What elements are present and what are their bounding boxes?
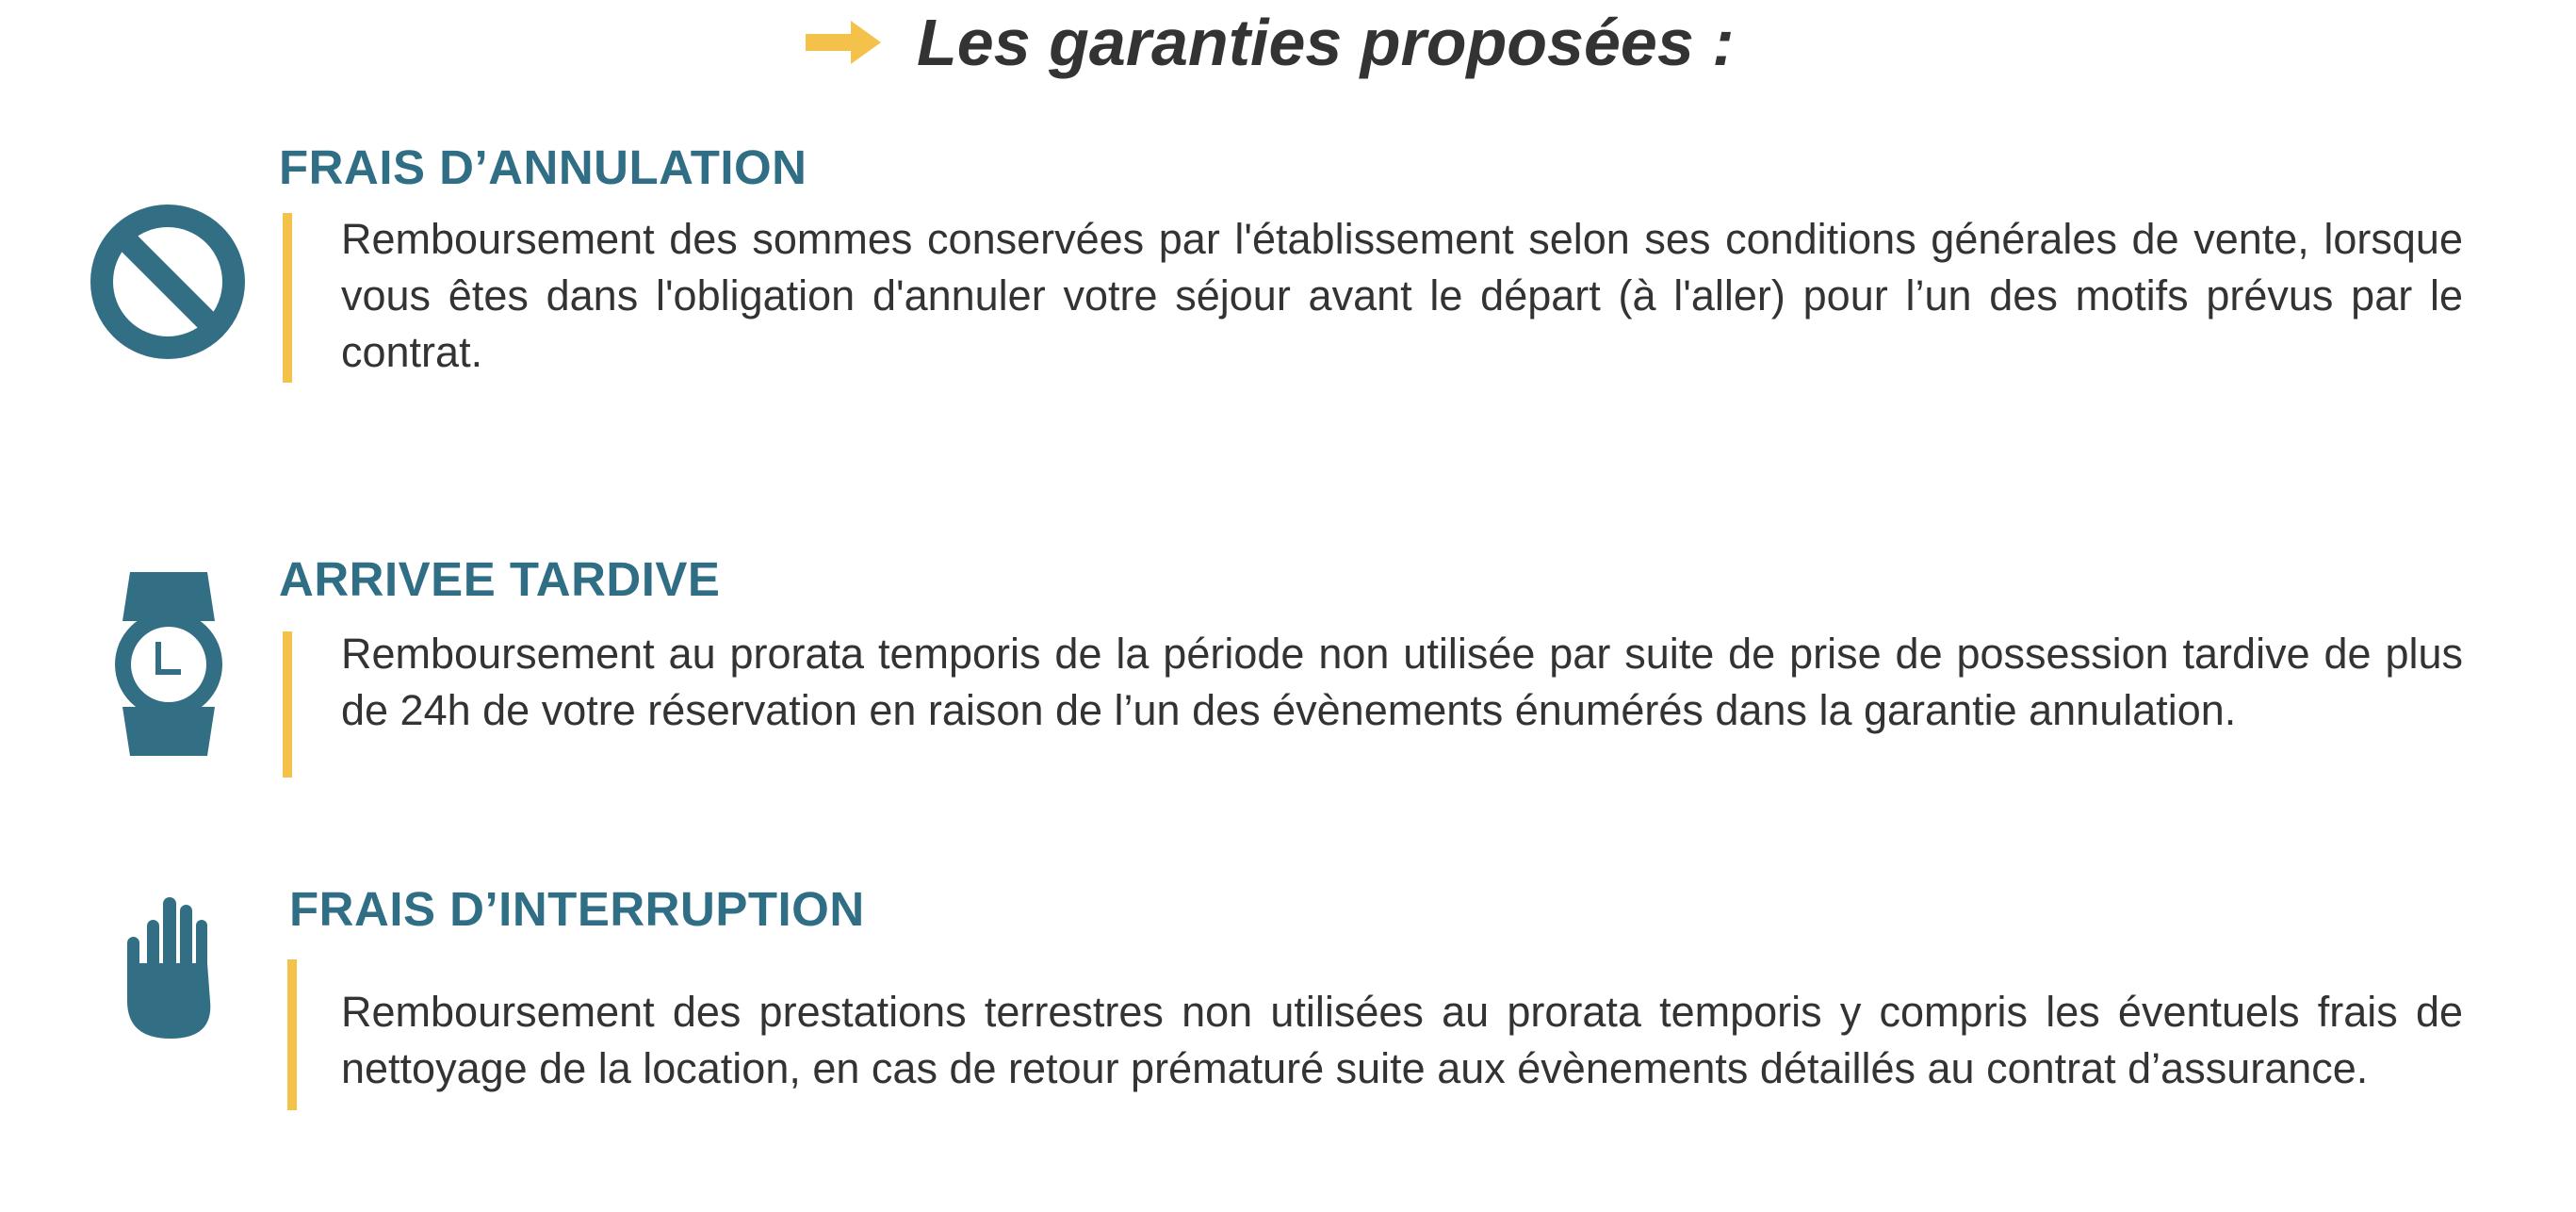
section-body-arrivee-tardive: Remboursement au prorata temporis de la période non utilisée par suite de prise de possession tardive de plus de 24h de votre réservation en raison de l’un des évènements énumérés dans la garantie annulation. (341, 630, 2463, 734)
section-body-frais-interruption: Remboursement des prestations terrestres non utilisées au prorata temporis y compris les éventuels frais de nettoyage de la location, en cas de retour prématuré suite aux évènements détaillés au contrat d’assurance. (341, 988, 2463, 1092)
section-title-frais-interruption: FRAIS D’INTERRUPTION (289, 882, 865, 936)
section-title-arrivee-tardive: ARRIVEE TARDIVE (279, 552, 721, 606)
section-body-frais-annulation: Remboursement des sommes conservées par l'établissement selon ses conditions générales de vente, lorsque vous êtes dans l'obligation d'annuler votre séjour avant le départ (à l'aller) pour l’un des motifs prévus par le contrat. (341, 215, 2463, 376)
stop-hand-icon (127, 897, 214, 1039)
no-entry-icon (90, 205, 245, 359)
accent-bar (283, 213, 292, 383)
section-title-frais-annulation: FRAIS D’ANNULATION (279, 140, 807, 194)
arrow-right-icon (806, 19, 881, 66)
accent-bar (283, 631, 292, 778)
page-title: Les garanties proposées : (917, 6, 1735, 79)
wristwatch-icon (113, 572, 224, 756)
page-heading (806, 0, 1735, 85)
accent-bar (287, 959, 297, 1110)
